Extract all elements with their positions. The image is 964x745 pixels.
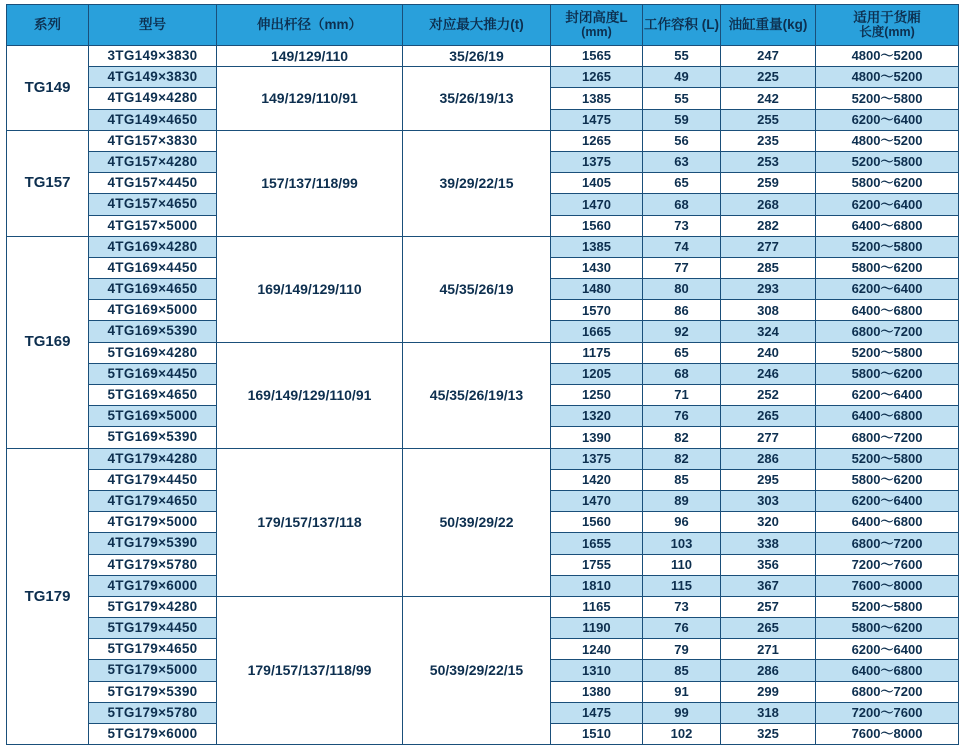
volume-cell: 92 bbox=[643, 321, 721, 342]
volume-cell: 79 bbox=[643, 639, 721, 660]
height-cell: 1310 bbox=[551, 660, 643, 681]
max-thrust-cell: 45/35/26/19 bbox=[403, 236, 551, 342]
model-cell: 4TG149×3830 bbox=[89, 67, 217, 88]
model-cell: 4TG179×5000 bbox=[89, 512, 217, 533]
weight-cell: 252 bbox=[721, 385, 816, 406]
box-cell: 6400～6800 bbox=[816, 512, 959, 533]
weight-cell: 235 bbox=[721, 130, 816, 151]
table-row bbox=[7, 67, 959, 88]
volume-cell: 73 bbox=[643, 215, 721, 236]
volume-cell: 102 bbox=[643, 724, 721, 745]
column-header-sublabel: 长度(mm) bbox=[859, 24, 915, 39]
box-cell: 6400～6800 bbox=[816, 300, 959, 321]
rod-diameter-cell: 169/149/129/110/91 bbox=[217, 342, 403, 448]
column-header-sublabel: (mm) bbox=[581, 24, 612, 39]
column-header-1 bbox=[89, 5, 217, 46]
weight-cell: 356 bbox=[721, 554, 816, 575]
volume-cell: 82 bbox=[643, 427, 721, 448]
series-cell: TG169 bbox=[7, 236, 89, 448]
weight-cell: 259 bbox=[721, 173, 816, 194]
box-cell: 5800～6200 bbox=[816, 618, 959, 639]
weight-cell: 242 bbox=[721, 88, 816, 109]
weight-cell: 308 bbox=[721, 300, 816, 321]
height-cell: 1240 bbox=[551, 639, 643, 660]
weight-cell: 246 bbox=[721, 363, 816, 384]
volume-cell: 89 bbox=[643, 490, 721, 511]
box-cell: 6400～6800 bbox=[816, 660, 959, 681]
height-cell: 1190 bbox=[551, 618, 643, 639]
table-row bbox=[7, 130, 959, 151]
model-cell: 4TG149×4650 bbox=[89, 109, 217, 130]
column-header-7 bbox=[816, 5, 959, 46]
box-cell: 5200～5800 bbox=[816, 342, 959, 363]
weight-cell: 282 bbox=[721, 215, 816, 236]
height-cell: 1205 bbox=[551, 363, 643, 384]
box-cell: 5800～6200 bbox=[816, 257, 959, 278]
weight-cell: 253 bbox=[721, 151, 816, 172]
weight-cell: 299 bbox=[721, 681, 816, 702]
volume-cell: 82 bbox=[643, 448, 721, 469]
height-cell: 1405 bbox=[551, 173, 643, 194]
volume-cell: 96 bbox=[643, 512, 721, 533]
rod-diameter-cell: 157/137/118/99 bbox=[217, 130, 403, 236]
weight-cell: 240 bbox=[721, 342, 816, 363]
height-cell: 1480 bbox=[551, 279, 643, 300]
box-cell: 6200～6400 bbox=[816, 639, 959, 660]
volume-cell: 76 bbox=[643, 618, 721, 639]
weight-cell: 286 bbox=[721, 448, 816, 469]
model-cell: 4TG157×4280 bbox=[89, 151, 217, 172]
volume-cell: 55 bbox=[643, 46, 721, 67]
rod-diameter-cell: 179/157/137/118 bbox=[217, 448, 403, 596]
column-header-label: 伸出杆径（mm） bbox=[256, 16, 362, 32]
box-cell: 4800～5200 bbox=[816, 67, 959, 88]
box-cell: 5200～5800 bbox=[816, 448, 959, 469]
model-cell: 4TG169×5390 bbox=[89, 321, 217, 342]
weight-cell: 303 bbox=[721, 490, 816, 511]
column-header-3 bbox=[403, 5, 551, 46]
column-header-label: 系列 bbox=[34, 16, 61, 32]
weight-cell: 225 bbox=[721, 67, 816, 88]
box-cell: 7600～8000 bbox=[816, 575, 959, 596]
volume-cell: 74 bbox=[643, 236, 721, 257]
weight-cell: 318 bbox=[721, 702, 816, 723]
column-header-4 bbox=[551, 5, 643, 46]
height-cell: 1755 bbox=[551, 554, 643, 575]
model-cell: 5TG169×4450 bbox=[89, 363, 217, 384]
weight-cell: 293 bbox=[721, 279, 816, 300]
weight-cell: 255 bbox=[721, 109, 816, 130]
model-cell: 4TG179×6000 bbox=[89, 575, 217, 596]
table-row bbox=[7, 342, 959, 363]
max-thrust-cell: 45/35/26/19/13 bbox=[403, 342, 551, 448]
height-cell: 1470 bbox=[551, 490, 643, 511]
height-cell: 1380 bbox=[551, 681, 643, 702]
weight-cell: 265 bbox=[721, 406, 816, 427]
model-cell: 5TG169×5000 bbox=[89, 406, 217, 427]
model-cell: 5TG179×5780 bbox=[89, 702, 217, 723]
volume-cell: 110 bbox=[643, 554, 721, 575]
volume-cell: 59 bbox=[643, 109, 721, 130]
box-cell: 6200～6400 bbox=[816, 490, 959, 511]
model-cell: 4TG179×4650 bbox=[89, 490, 217, 511]
volume-cell: 56 bbox=[643, 130, 721, 151]
weight-cell: 247 bbox=[721, 46, 816, 67]
series-cell: TG179 bbox=[7, 448, 89, 745]
model-cell: 4TG157×4450 bbox=[89, 173, 217, 194]
box-cell: 6800～7200 bbox=[816, 681, 959, 702]
model-cell: 4TG157×3830 bbox=[89, 130, 217, 151]
height-cell: 1570 bbox=[551, 300, 643, 321]
model-cell: 5TG179×4280 bbox=[89, 596, 217, 617]
volume-cell: 80 bbox=[643, 279, 721, 300]
rod-diameter-cell: 169/149/129/110 bbox=[217, 236, 403, 342]
column-header-label: 封闭高度L bbox=[565, 10, 628, 26]
height-cell: 1475 bbox=[551, 109, 643, 130]
height-cell: 1565 bbox=[551, 46, 643, 67]
box-cell: 6800～7200 bbox=[816, 321, 959, 342]
max-thrust-cell: 35/26/19 bbox=[403, 46, 551, 67]
height-cell: 1265 bbox=[551, 67, 643, 88]
volume-cell: 65 bbox=[643, 173, 721, 194]
weight-cell: 367 bbox=[721, 575, 816, 596]
table-body bbox=[7, 46, 959, 745]
weight-cell: 268 bbox=[721, 194, 816, 215]
model-cell: 5TG169×4280 bbox=[89, 342, 217, 363]
box-cell: 6200～6400 bbox=[816, 279, 959, 300]
height-cell: 1560 bbox=[551, 512, 643, 533]
box-cell: 5200～5800 bbox=[816, 236, 959, 257]
volume-cell: 49 bbox=[643, 67, 721, 88]
column-header-6 bbox=[721, 5, 816, 46]
model-cell: 4TG169×5000 bbox=[89, 300, 217, 321]
height-cell: 1385 bbox=[551, 88, 643, 109]
volume-cell: 86 bbox=[643, 300, 721, 321]
height-cell: 1390 bbox=[551, 427, 643, 448]
height-cell: 1375 bbox=[551, 448, 643, 469]
height-cell: 1250 bbox=[551, 385, 643, 406]
height-cell: 1475 bbox=[551, 702, 643, 723]
table-row bbox=[7, 46, 959, 67]
box-cell: 5200～5800 bbox=[816, 88, 959, 109]
model-cell: 5TG179×4650 bbox=[89, 639, 217, 660]
column-header-label: 型号 bbox=[139, 16, 166, 32]
volume-cell: 68 bbox=[643, 194, 721, 215]
model-cell: 5TG169×4650 bbox=[89, 385, 217, 406]
max-thrust-cell: 35/26/19/13 bbox=[403, 67, 551, 131]
rod-diameter-cell: 149/129/110 bbox=[217, 46, 403, 67]
volume-cell: 85 bbox=[643, 660, 721, 681]
column-header-5 bbox=[643, 5, 721, 46]
column-header-2 bbox=[217, 5, 403, 46]
table-row bbox=[7, 236, 959, 257]
weight-cell: 338 bbox=[721, 533, 816, 554]
height-cell: 1810 bbox=[551, 575, 643, 596]
box-cell: 6200～6400 bbox=[816, 109, 959, 130]
model-cell: 5TG179×4450 bbox=[89, 618, 217, 639]
height-cell: 1320 bbox=[551, 406, 643, 427]
column-header-label: 适用于货厢 bbox=[853, 10, 921, 26]
height-cell: 1470 bbox=[551, 194, 643, 215]
model-cell: 4TG149×4280 bbox=[89, 88, 217, 109]
rod-diameter-cell: 149/129/110/91 bbox=[217, 67, 403, 131]
height-cell: 1430 bbox=[551, 257, 643, 278]
table-row bbox=[7, 448, 959, 469]
weight-cell: 325 bbox=[721, 724, 816, 745]
weight-cell: 285 bbox=[721, 257, 816, 278]
table-row bbox=[7, 596, 959, 617]
height-cell: 1420 bbox=[551, 469, 643, 490]
volume-cell: 68 bbox=[643, 363, 721, 384]
weight-cell: 257 bbox=[721, 596, 816, 617]
weight-cell: 286 bbox=[721, 660, 816, 681]
volume-cell: 76 bbox=[643, 406, 721, 427]
model-cell: 5TG179×5390 bbox=[89, 681, 217, 702]
height-cell: 1510 bbox=[551, 724, 643, 745]
weight-cell: 277 bbox=[721, 236, 816, 257]
model-cell: 4TG179×5780 bbox=[89, 554, 217, 575]
column-header-0 bbox=[7, 5, 89, 46]
cylinder-spec-table bbox=[6, 4, 959, 745]
weight-cell: 295 bbox=[721, 469, 816, 490]
height-cell: 1385 bbox=[551, 236, 643, 257]
box-cell: 6200～6400 bbox=[816, 194, 959, 215]
weight-cell: 271 bbox=[721, 639, 816, 660]
height-cell: 1175 bbox=[551, 342, 643, 363]
rod-diameter-cell: 179/157/137/118/99 bbox=[217, 596, 403, 744]
max-thrust-cell: 50/39/29/22/15 bbox=[403, 596, 551, 744]
height-cell: 1560 bbox=[551, 215, 643, 236]
column-header-label: 对应最大推力(t) bbox=[429, 16, 524, 32]
box-cell: 6800～7200 bbox=[816, 427, 959, 448]
box-cell: 7600～8000 bbox=[816, 724, 959, 745]
model-cell: 4TG169×4650 bbox=[89, 279, 217, 300]
box-cell: 5800～6200 bbox=[816, 363, 959, 384]
model-cell: 5TG169×5390 bbox=[89, 427, 217, 448]
box-cell: 7200～7600 bbox=[816, 554, 959, 575]
box-cell: 6200～6400 bbox=[816, 385, 959, 406]
model-cell: 4TG157×5000 bbox=[89, 215, 217, 236]
weight-cell: 324 bbox=[721, 321, 816, 342]
height-cell: 1265 bbox=[551, 130, 643, 151]
volume-cell: 63 bbox=[643, 151, 721, 172]
box-cell: 5200～5800 bbox=[816, 151, 959, 172]
box-cell: 6400～6800 bbox=[816, 215, 959, 236]
box-cell: 7200～7600 bbox=[816, 702, 959, 723]
model-cell: 5TG179×6000 bbox=[89, 724, 217, 745]
box-cell: 4800～5200 bbox=[816, 46, 959, 67]
height-cell: 1665 bbox=[551, 321, 643, 342]
box-cell: 5200～5800 bbox=[816, 596, 959, 617]
model-cell: 4TG179×5390 bbox=[89, 533, 217, 554]
model-cell: 5TG179×5000 bbox=[89, 660, 217, 681]
model-cell: 3TG149×3830 bbox=[89, 46, 217, 67]
box-cell: 6800～7200 bbox=[816, 533, 959, 554]
volume-cell: 73 bbox=[643, 596, 721, 617]
volume-cell: 103 bbox=[643, 533, 721, 554]
model-cell: 4TG157×4650 bbox=[89, 194, 217, 215]
volume-cell: 115 bbox=[643, 575, 721, 596]
column-header-label: 工作容积 (L) bbox=[644, 16, 719, 32]
box-cell: 5800～6200 bbox=[816, 469, 959, 490]
header-row bbox=[7, 5, 959, 46]
model-cell: 4TG169×4450 bbox=[89, 257, 217, 278]
height-cell: 1655 bbox=[551, 533, 643, 554]
table-header bbox=[7, 5, 959, 46]
volume-cell: 65 bbox=[643, 342, 721, 363]
weight-cell: 265 bbox=[721, 618, 816, 639]
volume-cell: 55 bbox=[643, 88, 721, 109]
weight-cell: 277 bbox=[721, 427, 816, 448]
weight-cell: 320 bbox=[721, 512, 816, 533]
box-cell: 5800～6200 bbox=[816, 173, 959, 194]
model-cell: 4TG179×4450 bbox=[89, 469, 217, 490]
volume-cell: 91 bbox=[643, 681, 721, 702]
series-cell: TG157 bbox=[7, 130, 89, 236]
series-cell: TG149 bbox=[7, 46, 89, 131]
max-thrust-cell: 50/39/29/22 bbox=[403, 448, 551, 596]
box-cell: 4800～5200 bbox=[816, 130, 959, 151]
model-cell: 4TG169×4280 bbox=[89, 236, 217, 257]
height-cell: 1375 bbox=[551, 151, 643, 172]
column-header-label: 油缸重量(kg) bbox=[728, 16, 808, 32]
volume-cell: 99 bbox=[643, 702, 721, 723]
box-cell: 6400～6800 bbox=[816, 406, 959, 427]
volume-cell: 85 bbox=[643, 469, 721, 490]
height-cell: 1165 bbox=[551, 596, 643, 617]
volume-cell: 71 bbox=[643, 385, 721, 406]
volume-cell: 77 bbox=[643, 257, 721, 278]
max-thrust-cell: 39/29/22/15 bbox=[403, 130, 551, 236]
model-cell: 4TG179×4280 bbox=[89, 448, 217, 469]
